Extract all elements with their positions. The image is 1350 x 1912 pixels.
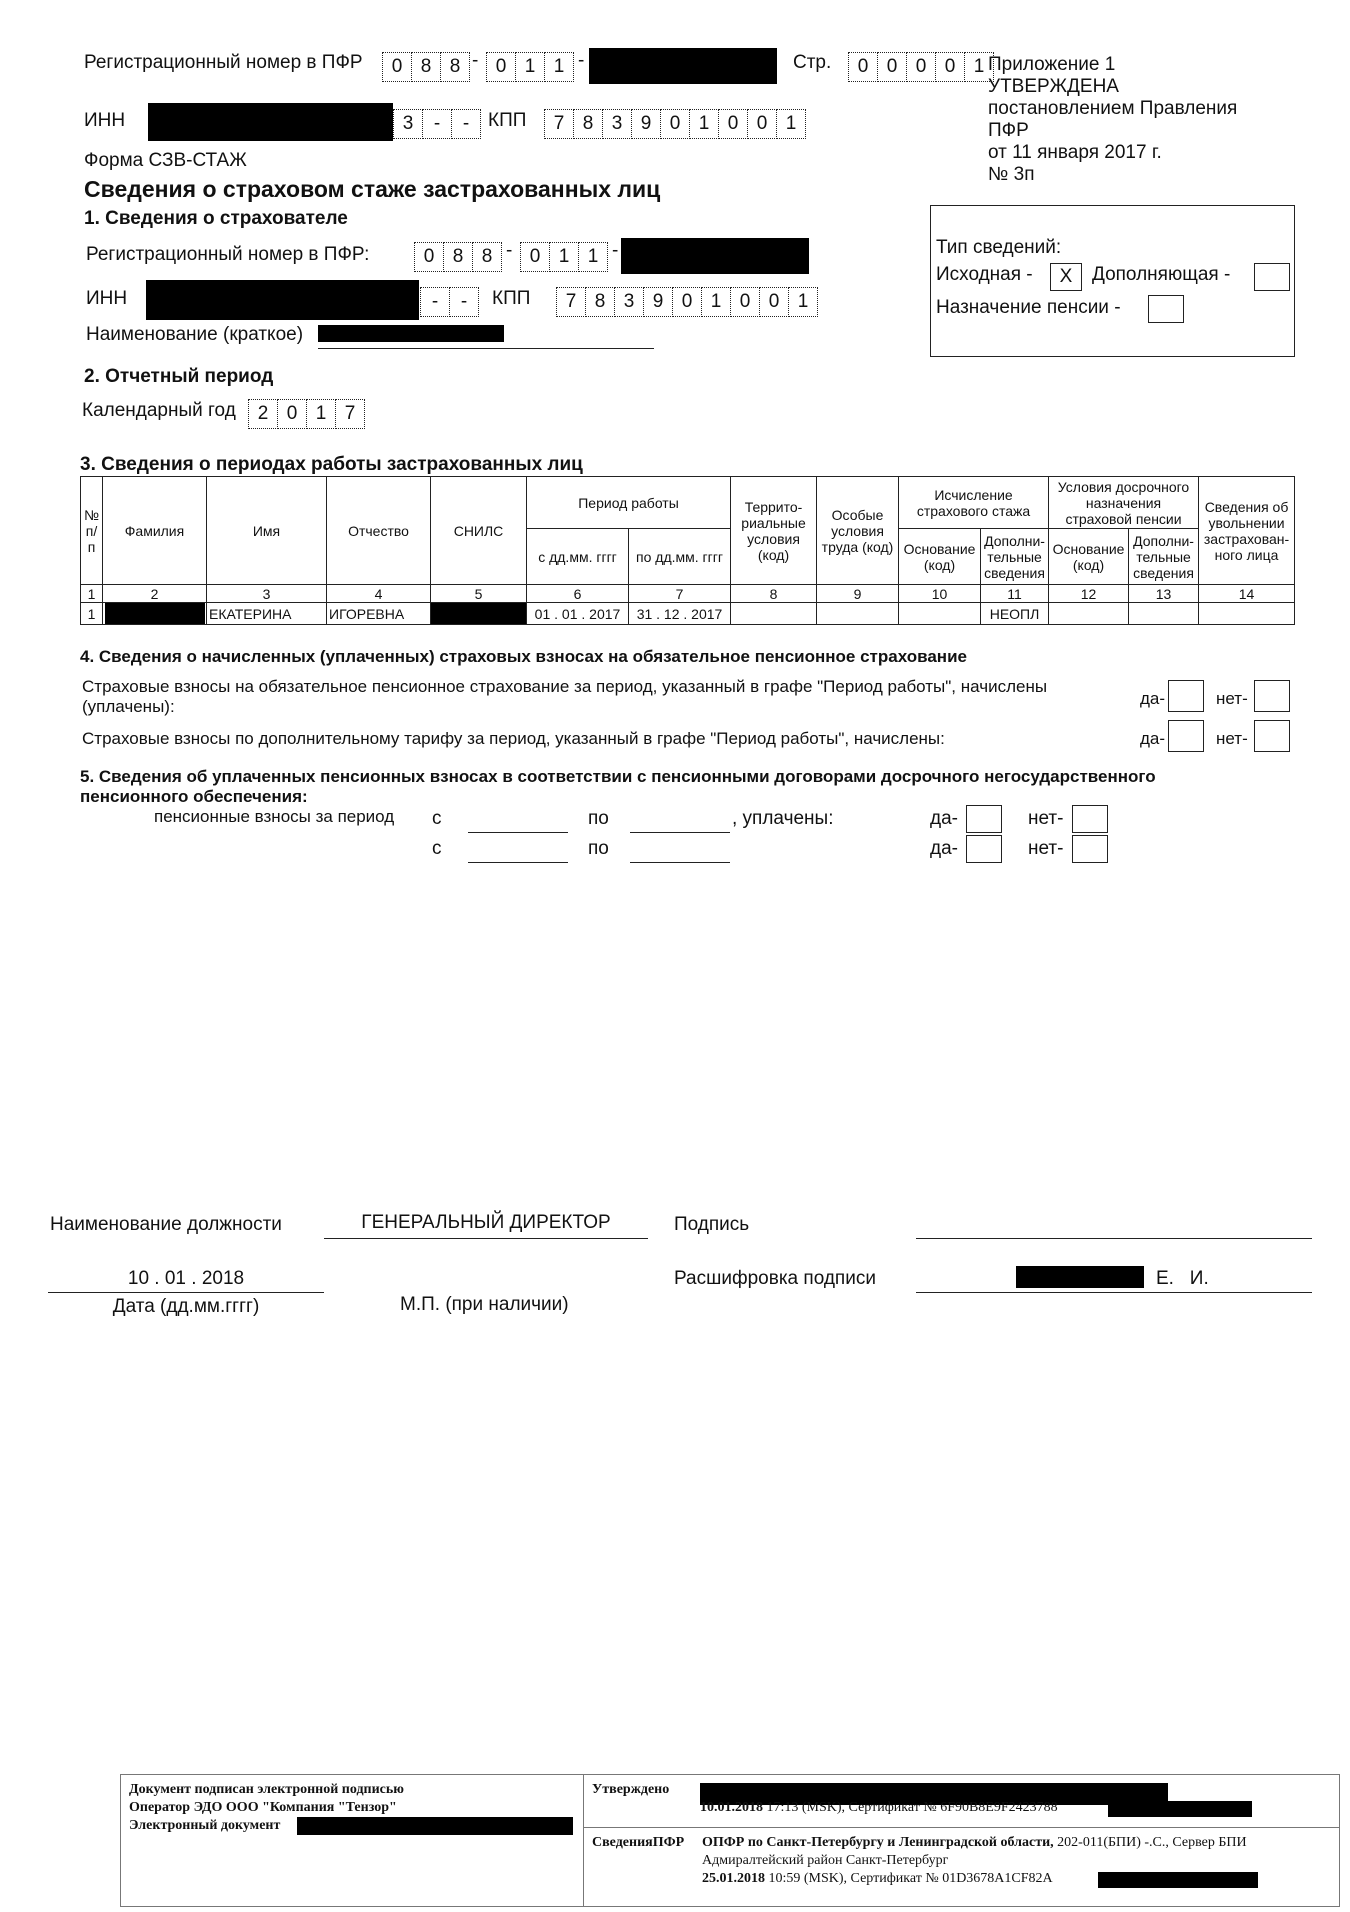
- th-basis2: Основание (код): [1049, 529, 1129, 585]
- digit-cell: 8: [472, 242, 502, 272]
- original-label: Исходная -: [936, 264, 1033, 285]
- sign-label: Подпись: [674, 1214, 750, 1235]
- column-number: 2: [103, 585, 207, 603]
- digit-cell: -: [420, 287, 450, 317]
- redaction: [146, 280, 419, 320]
- s5-to-label: по: [588, 838, 609, 859]
- th-dismissal: Сведения об увольнении застрахован-ного лица: [1199, 477, 1295, 585]
- s5-no-label: нет-: [1028, 838, 1064, 859]
- cell-extra2: [1129, 603, 1199, 625]
- info-type-title: Тип сведений:: [936, 237, 1062, 258]
- column-number: 8: [731, 585, 817, 603]
- approval-line: УТВЕРЖДЕНА: [988, 76, 1119, 97]
- section5-heading-a: 5. Сведения об уплаченных пенсионных взносах в соответствии с пенсионными договорами досрочного негосударственного: [80, 767, 1156, 786]
- digit-cell: 1: [788, 287, 818, 317]
- signed-line3: Электронный документ: [129, 1818, 281, 1833]
- column-number: 13: [1129, 585, 1199, 603]
- digit-cell: 0: [718, 109, 748, 139]
- kpp-label: КПП: [488, 110, 527, 131]
- digit-cell: 0: [660, 109, 690, 139]
- s1-kpp-cells: [556, 287, 818, 317]
- signed-line2: Оператор ЭДО ООО "Компания "Тензор": [129, 1800, 397, 1815]
- column-number: 1: [81, 585, 103, 603]
- approval-line: ПФР: [988, 120, 1029, 141]
- s4-no1-checkbox[interactable]: [1254, 680, 1290, 712]
- digit-cell: 0: [520, 242, 550, 272]
- digit-cell: 3: [602, 109, 632, 139]
- digit-cell: 1: [689, 109, 719, 139]
- column-number: 4: [327, 585, 431, 603]
- th-to: по дд.мм. гггг: [629, 529, 731, 585]
- th-num: № п/п: [81, 477, 103, 585]
- th-name: Имя: [207, 477, 327, 585]
- pfr-org-rest: 202-011(БПИ) -.С., Сервер БПИ: [1053, 1835, 1247, 1850]
- document-title: Сведения о страховом стаже застрахованных лиц: [84, 176, 661, 202]
- digit-cell: 9: [643, 287, 673, 317]
- column-number: 5: [431, 585, 527, 603]
- digit-cell: 1: [964, 52, 994, 82]
- s4-no2-checkbox[interactable]: [1254, 720, 1290, 752]
- s5-to-field[interactable]: [630, 862, 730, 863]
- digit-cell: 0: [935, 52, 965, 82]
- th-calc: Исчисление страхового стажа: [899, 477, 1049, 529]
- approval-line: от 11 января 2017 г.: [988, 142, 1162, 163]
- th-special: Особые условия труда (код): [817, 477, 899, 585]
- inn-label: ИНН: [84, 110, 126, 131]
- approval-line: постановлением Правления: [988, 98, 1238, 119]
- pfr-district: Адмиралтейский район Санкт-Петербург: [702, 1853, 949, 1868]
- s5-from-label: с: [432, 838, 442, 859]
- digit-cell: 1: [701, 287, 731, 317]
- s5-no-label: нет-: [1028, 808, 1064, 829]
- date-value: 10 . 01 . 2018: [127, 1268, 245, 1289]
- digit-cell: 8: [440, 52, 470, 82]
- th-period: Период работы: [527, 477, 731, 529]
- digit-cell: -: [451, 109, 481, 139]
- signed-line1: Документ подписан электронной подписью: [129, 1782, 404, 1797]
- section3-heading: 3. Сведения о периодах работы застрахованных лиц: [80, 454, 583, 475]
- year-label: Календарный год: [82, 400, 236, 421]
- digit-cell: 0: [414, 242, 444, 272]
- s5-paid-label: , уплачены:: [732, 808, 834, 829]
- reg-dash: -: [612, 240, 619, 261]
- additional-checkbox[interactable]: [1254, 263, 1290, 291]
- approved-label: Утверждено: [592, 1782, 670, 1797]
- digit-cell: 0: [848, 52, 878, 82]
- redaction: [621, 238, 809, 274]
- s1-reg-part2: [520, 242, 608, 272]
- redaction: [431, 603, 527, 625]
- th-surname: Фамилия: [103, 477, 207, 585]
- digit-cell: 1: [515, 52, 545, 82]
- column-number: 7: [629, 585, 731, 603]
- s5-yes1-checkbox[interactable]: [966, 805, 1002, 833]
- e-signature-stamp: [120, 1774, 1340, 1907]
- s4-line2: Страховые взносы по дополнительному тарифу за период, указанный в графе "Период работы", начислены:: [82, 729, 945, 748]
- table-row: [81, 603, 1295, 625]
- s5-yes-label: да-: [930, 838, 958, 859]
- cell-dismissal: [1199, 603, 1295, 625]
- column-number: 6: [527, 585, 629, 603]
- cell-territorial: [731, 603, 817, 625]
- s5-yes2-checkbox[interactable]: [966, 835, 1002, 863]
- s4-yes2-checkbox[interactable]: [1168, 720, 1204, 752]
- approved-date: 10.01.2018: [700, 1800, 763, 1815]
- digit-cell: 1: [544, 52, 574, 82]
- s1-inn-tail-cells: [420, 287, 479, 317]
- digit-cell: 0: [906, 52, 936, 82]
- s4-no-label: нет-: [1216, 729, 1248, 748]
- redaction: [318, 325, 504, 342]
- digit-cell: 0: [730, 287, 760, 317]
- s5-from-field[interactable]: [468, 832, 568, 833]
- s1-kpp-label: КПП: [492, 288, 531, 309]
- cell-patronymic: ИГОРЕВНА: [327, 603, 431, 625]
- column-number: 14: [1199, 585, 1295, 603]
- position-underline: [324, 1238, 648, 1239]
- s5-to-field[interactable]: [630, 832, 730, 833]
- reg-dash: -: [578, 50, 585, 71]
- approval-line: № 3п: [988, 164, 1035, 185]
- pfr-label: СведенияПФР: [592, 1835, 685, 1850]
- s4-yes1-checkbox[interactable]: [1168, 680, 1204, 712]
- approval-block: [988, 54, 1237, 186]
- column-number: 12: [1049, 585, 1129, 603]
- column-number: 10: [899, 585, 981, 603]
- approved-cert: 17:13 (MSK), Сертификат № 6F90B8E9F2423788: [763, 1800, 1058, 1815]
- digit-cell: -: [449, 287, 479, 317]
- signer-initials: Е. И.: [1156, 1268, 1209, 1289]
- column-number-row: [81, 585, 1295, 603]
- work-periods-table: [80, 476, 1295, 625]
- cell-basis2: [1049, 603, 1129, 625]
- th-extra: Дополни-тельные сведения: [981, 529, 1049, 585]
- digit-cell: 7: [556, 287, 586, 317]
- s5-from-field[interactable]: [468, 862, 568, 863]
- form-label: Форма СЗВ-СТАЖ: [84, 150, 247, 171]
- digit-cell: 0: [277, 399, 307, 429]
- date-label: Дата (дд.мм.гггг): [112, 1296, 260, 1317]
- digit-cell: 0: [382, 52, 412, 82]
- redaction: [1108, 1801, 1252, 1817]
- redaction: [297, 1817, 573, 1835]
- cell-basis: [899, 603, 981, 625]
- s5-from-label: с: [432, 808, 442, 829]
- s4-no-label: нет-: [1216, 689, 1248, 708]
- cell-num: 1: [81, 603, 103, 625]
- digit-cell: 7: [335, 399, 365, 429]
- digit-cell: 0: [747, 109, 777, 139]
- digit-cell: 0: [672, 287, 702, 317]
- s4-yes-label: да-: [1140, 689, 1166, 708]
- th-territorial: Террито-риальные условия (код): [731, 477, 817, 585]
- th-from: с дд.мм. гггг: [527, 529, 629, 585]
- th-extra2: Дополни-тельные сведения: [1129, 529, 1199, 585]
- redaction: [1016, 1266, 1144, 1288]
- s5-no2-checkbox[interactable]: [1072, 835, 1108, 863]
- digit-cell: 0: [486, 52, 516, 82]
- decode-underline: [916, 1292, 1312, 1293]
- s4-line1b: (уплачены):: [82, 697, 175, 716]
- signature-field[interactable]: [916, 1238, 1312, 1239]
- reg-dash: -: [472, 50, 479, 71]
- stamp-label: М.П. (при наличии): [400, 1294, 569, 1315]
- s1-reg-label: Регистрационный номер в ПФР:: [86, 244, 370, 265]
- digit-cell: 3: [393, 109, 423, 139]
- column-number: 3: [207, 585, 327, 603]
- reg-number-part1: [382, 52, 470, 82]
- s5-to-label: по: [588, 808, 609, 829]
- th-basis: Основание (код): [899, 529, 981, 585]
- digit-cell: 1: [549, 242, 579, 272]
- s5-no1-checkbox[interactable]: [1072, 805, 1108, 833]
- approval-line: Приложение 1: [988, 54, 1116, 75]
- digit-cell: 8: [443, 242, 473, 272]
- digit-cell: -: [422, 109, 452, 139]
- th-patronymic: Отчество: [327, 477, 431, 585]
- th-snils: СНИЛС: [431, 477, 527, 585]
- section1-heading: 1. Сведения о страхователе: [84, 208, 348, 229]
- cell-snils: [431, 603, 527, 625]
- s1-reg-part1: [414, 242, 502, 272]
- s1-name-label: Наименование (краткое): [86, 324, 304, 345]
- digit-cell: 8: [573, 109, 603, 139]
- date-underline: [48, 1292, 324, 1293]
- section4-heading: 4. Сведения о начисленных (уплаченных) страховых взносах на обязательное пенсионное страхование: [80, 647, 967, 666]
- pfr-date: 25.01.2018: [702, 1871, 765, 1886]
- name-underline: [318, 348, 654, 349]
- reg-number-label: Регистрационный номер в ПФР: [84, 52, 363, 73]
- s4-yes-label: да-: [1140, 729, 1166, 748]
- additional-label: Дополняющая -: [1092, 264, 1231, 285]
- digit-cell: 1: [578, 242, 608, 272]
- reg-dash: -: [506, 240, 513, 261]
- pension-checkbox[interactable]: [1148, 295, 1184, 323]
- s5-period-label: пенсионные взносы за период: [154, 807, 395, 826]
- cell-special: [817, 603, 899, 625]
- digit-cell: 1: [776, 109, 806, 139]
- reg-number-part2: [486, 52, 574, 82]
- cell-from: 01 . 01 . 2017: [527, 603, 629, 625]
- digit-cell: 2: [248, 399, 278, 429]
- redaction: [1098, 1872, 1258, 1888]
- pfr-org: ОПФР по Санкт-Петербургу и Ленинградской области,: [702, 1835, 1054, 1850]
- pension-label: Назначение пенсии -: [936, 297, 1121, 318]
- column-number: 9: [817, 585, 899, 603]
- cell-name: ЕКАТЕРИНА: [207, 603, 327, 625]
- page-number-cells: [848, 52, 994, 82]
- redaction: [105, 603, 205, 625]
- digit-cell: 8: [585, 287, 615, 317]
- cell-surname: [103, 603, 207, 625]
- inn-tail-cells: [393, 109, 481, 139]
- digit-cell: 3: [614, 287, 644, 317]
- redaction: [148, 103, 393, 141]
- s4-line1a: Страховые взносы на обязательное пенсионное страхование за период, указанный в графе "Период работы", начислены: [82, 677, 1048, 696]
- kpp-cells: [544, 109, 806, 139]
- digit-cell: 7: [544, 109, 574, 139]
- digit-cell: 0: [877, 52, 907, 82]
- year-cells: [248, 399, 365, 429]
- section5-heading-b: пенсионного обеспечения:: [80, 787, 308, 806]
- original-checkbox[interactable]: X: [1050, 263, 1082, 291]
- page-label: Стр.: [793, 52, 832, 73]
- s1-inn-label: ИНН: [86, 288, 128, 309]
- section2-heading: 2. Отчетный период: [84, 366, 274, 387]
- pfr-cert: 10:59 (MSK), Сертификат № 01D3678A1CF82A: [765, 1871, 1053, 1886]
- digit-cell: 8: [411, 52, 441, 82]
- s5-yes-label: да-: [930, 808, 958, 829]
- position-label: Наименование должности: [50, 1214, 282, 1235]
- cell-extra: НЕОПЛ: [981, 603, 1049, 625]
- redaction: [589, 48, 777, 84]
- cell-to: 31 . 12 . 2017: [629, 603, 731, 625]
- digit-cell: 9: [631, 109, 661, 139]
- decode-label: Расшифровка подписи: [674, 1268, 876, 1289]
- column-number: 11: [981, 585, 1049, 603]
- digit-cell: 0: [759, 287, 789, 317]
- digit-cell: 1: [306, 399, 336, 429]
- th-early: Условия досрочного назначения страховой пенсии: [1049, 477, 1199, 529]
- position-value: ГЕНЕРАЛЬНЫЙ ДИРЕКТОР: [361, 1212, 611, 1233]
